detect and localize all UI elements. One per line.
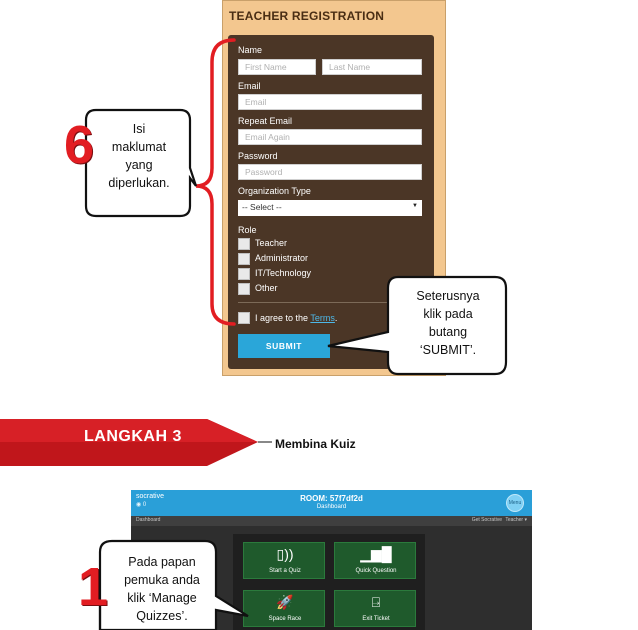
callout-line: klik pada xyxy=(423,307,473,322)
repeat-email-input[interactable]: Email Again xyxy=(238,129,422,145)
langkah-label: LANGKAH 3 xyxy=(84,428,182,445)
dashboard-tab[interactable]: Dashboard xyxy=(136,517,161,523)
step-number-6: 6 xyxy=(64,115,95,175)
organization-type-value: -- Select -- xyxy=(242,202,282,212)
password-input[interactable]: Password xyxy=(238,164,422,180)
dropdown-arrow-icon: ▼ xyxy=(412,203,418,209)
quiz-device-icon: ▯)) xyxy=(276,546,294,562)
callout-line: yang xyxy=(125,158,153,173)
agree-suffix: . xyxy=(334,313,338,323)
role-option-label: IT/Technology xyxy=(255,268,312,278)
callout-line: butang xyxy=(428,325,468,340)
tile-label: Start a Quiz xyxy=(269,568,301,574)
bar-chart-icon: ▁▆█ xyxy=(360,546,392,562)
name-label: Name xyxy=(238,45,263,55)
terms-link[interactable]: Terms xyxy=(310,313,335,323)
step-number-1: 1 xyxy=(78,557,109,617)
organization-type-label: Organization Type xyxy=(238,186,311,196)
last-name-input[interactable]: Last Name xyxy=(322,59,422,75)
callout-line: pemuka anda xyxy=(124,573,200,588)
callout-line: Seterusnya xyxy=(416,289,480,303)
callout-line: diperlukan. xyxy=(108,176,170,191)
callout-line: klik ‘Manage xyxy=(127,591,197,606)
email-input[interactable]: Email xyxy=(238,94,422,110)
password-label: Password xyxy=(238,151,278,161)
role-option-label: Teacher xyxy=(255,238,288,248)
tile-label: Space Race xyxy=(268,616,302,622)
role-label: Role xyxy=(238,225,257,235)
dashboard-subtitle: Dashboard xyxy=(316,504,347,510)
role-option-label: Administrator xyxy=(255,253,309,263)
email-label: Email xyxy=(238,81,261,91)
callout-step1-text xyxy=(110,553,214,626)
menu-button[interactable]: Menu xyxy=(506,494,524,512)
callout-line: ‘SUBMIT’. xyxy=(419,343,477,358)
langkah-subtitle: Membina Kuiz xyxy=(275,437,356,451)
student-count: ◉ 0 xyxy=(136,502,147,508)
callout-line: maklumat xyxy=(111,140,167,155)
get-socrative-link[interactable]: Get Socrative xyxy=(471,517,502,523)
agree-prefix: I agree to the xyxy=(255,313,311,323)
first-name-input[interactable]: First Name xyxy=(238,59,316,75)
callout-line: Quizzes’. xyxy=(136,609,188,624)
registration-title: TEACHER REGISTRATION xyxy=(229,9,385,23)
tile-label: Exit Ticket xyxy=(362,616,390,622)
repeat-email-label: Repeat Email xyxy=(238,116,293,126)
callout-line: Pada papan xyxy=(128,555,196,569)
rocket-icon: 🚀 xyxy=(276,594,294,610)
socrative-logo: socrative xyxy=(136,493,165,500)
callout-line: Isi xyxy=(132,122,146,136)
exit-door-icon: ⍈ xyxy=(371,594,381,610)
role-option-label: Other xyxy=(255,283,278,293)
submit-button[interactable]: SUBMIT xyxy=(238,334,330,358)
room-name: ROOM: 57f7df2d xyxy=(300,494,363,503)
user-menu[interactable]: Teacher ▾ xyxy=(505,517,527,523)
tile-label: Quick Question xyxy=(355,568,397,574)
